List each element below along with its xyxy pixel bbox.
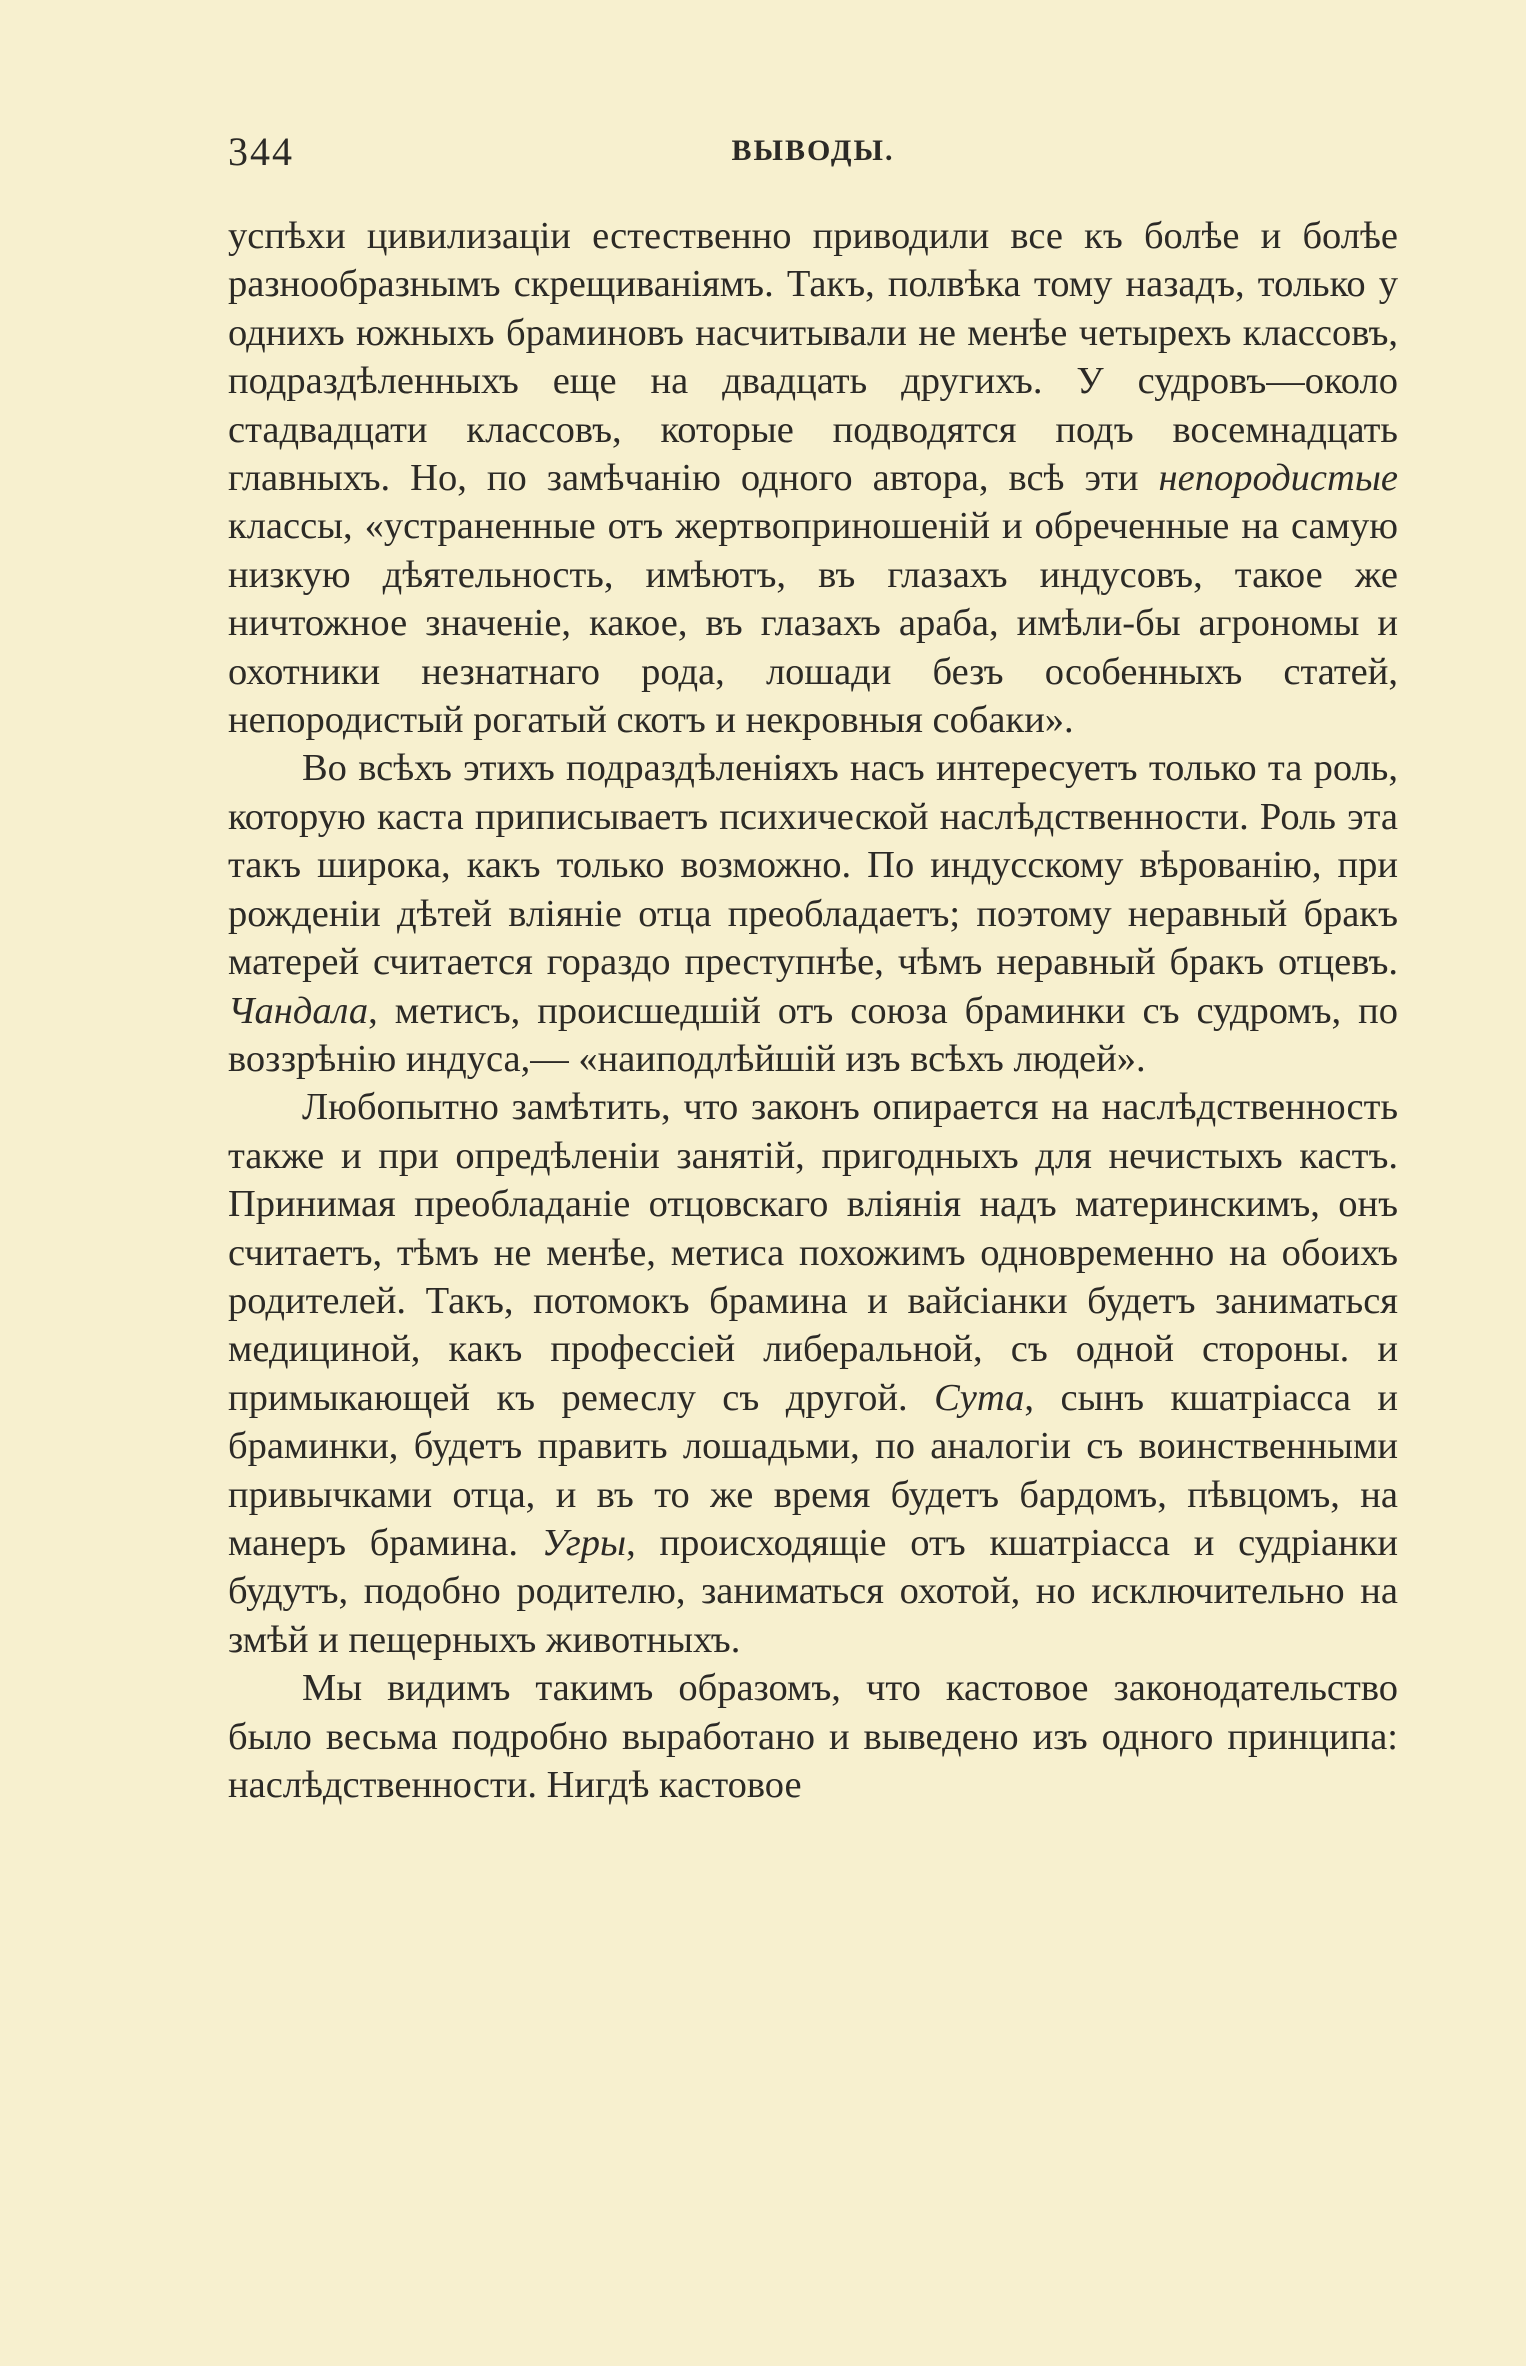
italic-term: непородистые xyxy=(1158,457,1398,500)
page-number: 344 xyxy=(228,129,294,174)
text-segment: Мы видимъ такимъ образомъ, что кастовое законодательство было весьма подробно выработано и выведено изъ одного принципа: наслѣдственности. Нигдѣ кастовое xyxy=(228,1667,1398,1806)
text-segment: классы, «устраненные отъ жертвоприношеній и обреченные на самую низкую дѣятельность, имѣютъ, въ глазахъ индусовъ, такое же ничтожное значеніе, какое, въ глазахъ араба, имѣли-бы агрономы и охотники незнатнаго рода, лошади безъ особенныхъ статей, непородистый рогатый скотъ и некровныя собаки». xyxy=(228,505,1398,742)
text-segment: успѣхи цивилизаціи естественно приводили все къ болѣе и болѣе разнообразнымъ скрещиваніямъ. Такъ, полвѣка тому назадъ, только у однихъ южныхъ браминовъ насчитывали не менѣе четырехъ классовъ, подраздѣленныхъ еще на двадцать другихъ. У судровъ—около стадвадцати классовъ, которые подводятся подъ восемнадцать главныхъ. Но, по замѣчанію одного автора, всѣ эти xyxy=(228,215,1398,500)
page-header xyxy=(228,128,1398,176)
italic-term: Сута xyxy=(934,1376,1025,1419)
text-segment: Любопытно замѣтить, что законъ опирается на наслѣдственность также и при опредѣленіи занятій, пригодныхъ для нечистыхъ кастъ. Принимая преобладаніе отцовскаго вліянія надъ материнскимъ, онъ считаетъ, тѣмъ не менѣе, метиса похожимъ одновременно на обоихъ родителей. Такъ, потомокъ брамина и вайсіанки будетъ заниматься медициной, какъ профессіей либеральной, съ одной стороны. и примыкающей къ ремеслу съ другой. xyxy=(228,1086,1398,1419)
paragraph-3 xyxy=(228,1083,1398,1664)
italic-term: Угры xyxy=(541,1521,627,1564)
text-segment: , метисъ, происшедшій отъ союза браминки съ судромъ, по воззрѣнію индуса,— «наиподлѣйшій изъ всѣхъ людей». xyxy=(228,989,1398,1080)
paragraph-4 xyxy=(228,1664,1398,1809)
paragraph-1 xyxy=(228,212,1398,744)
italic-term: Чандала xyxy=(228,989,369,1032)
text-segment: , сынъ кшатріасса и браминки, будетъ править лошадьми, по аналогіи съ воинственными привычками отца, и въ то же время будетъ бардомъ, пѣвцомъ, на манеръ брамина. xyxy=(228,1376,1399,1564)
body-text xyxy=(228,212,1398,1809)
paragraph-2 xyxy=(228,744,1398,1083)
text-segment: Во всѣхъ этихъ подраздѣленіяхъ насъ интересуетъ только та роль, которую каста приписываетъ психической наслѣдственности. Роль эта такъ широка, какъ только возможно. По индусскому вѣрованію, при рожденіи дѣтей вліяніе отца преобладаетъ; поэтому неравный бракъ матерей считается гораздо преступнѣе, чѣмъ неравный бракъ отцевъ. xyxy=(228,747,1398,984)
text-segment: , происходящіе отъ кшатріасса и судріанки будутъ, подобно родителю, заниматься охотой, но исключительно на змѣй и пещерныхъ животныхъ. xyxy=(228,1521,1399,1661)
running-head: ВЫВОДЫ. xyxy=(731,134,895,167)
